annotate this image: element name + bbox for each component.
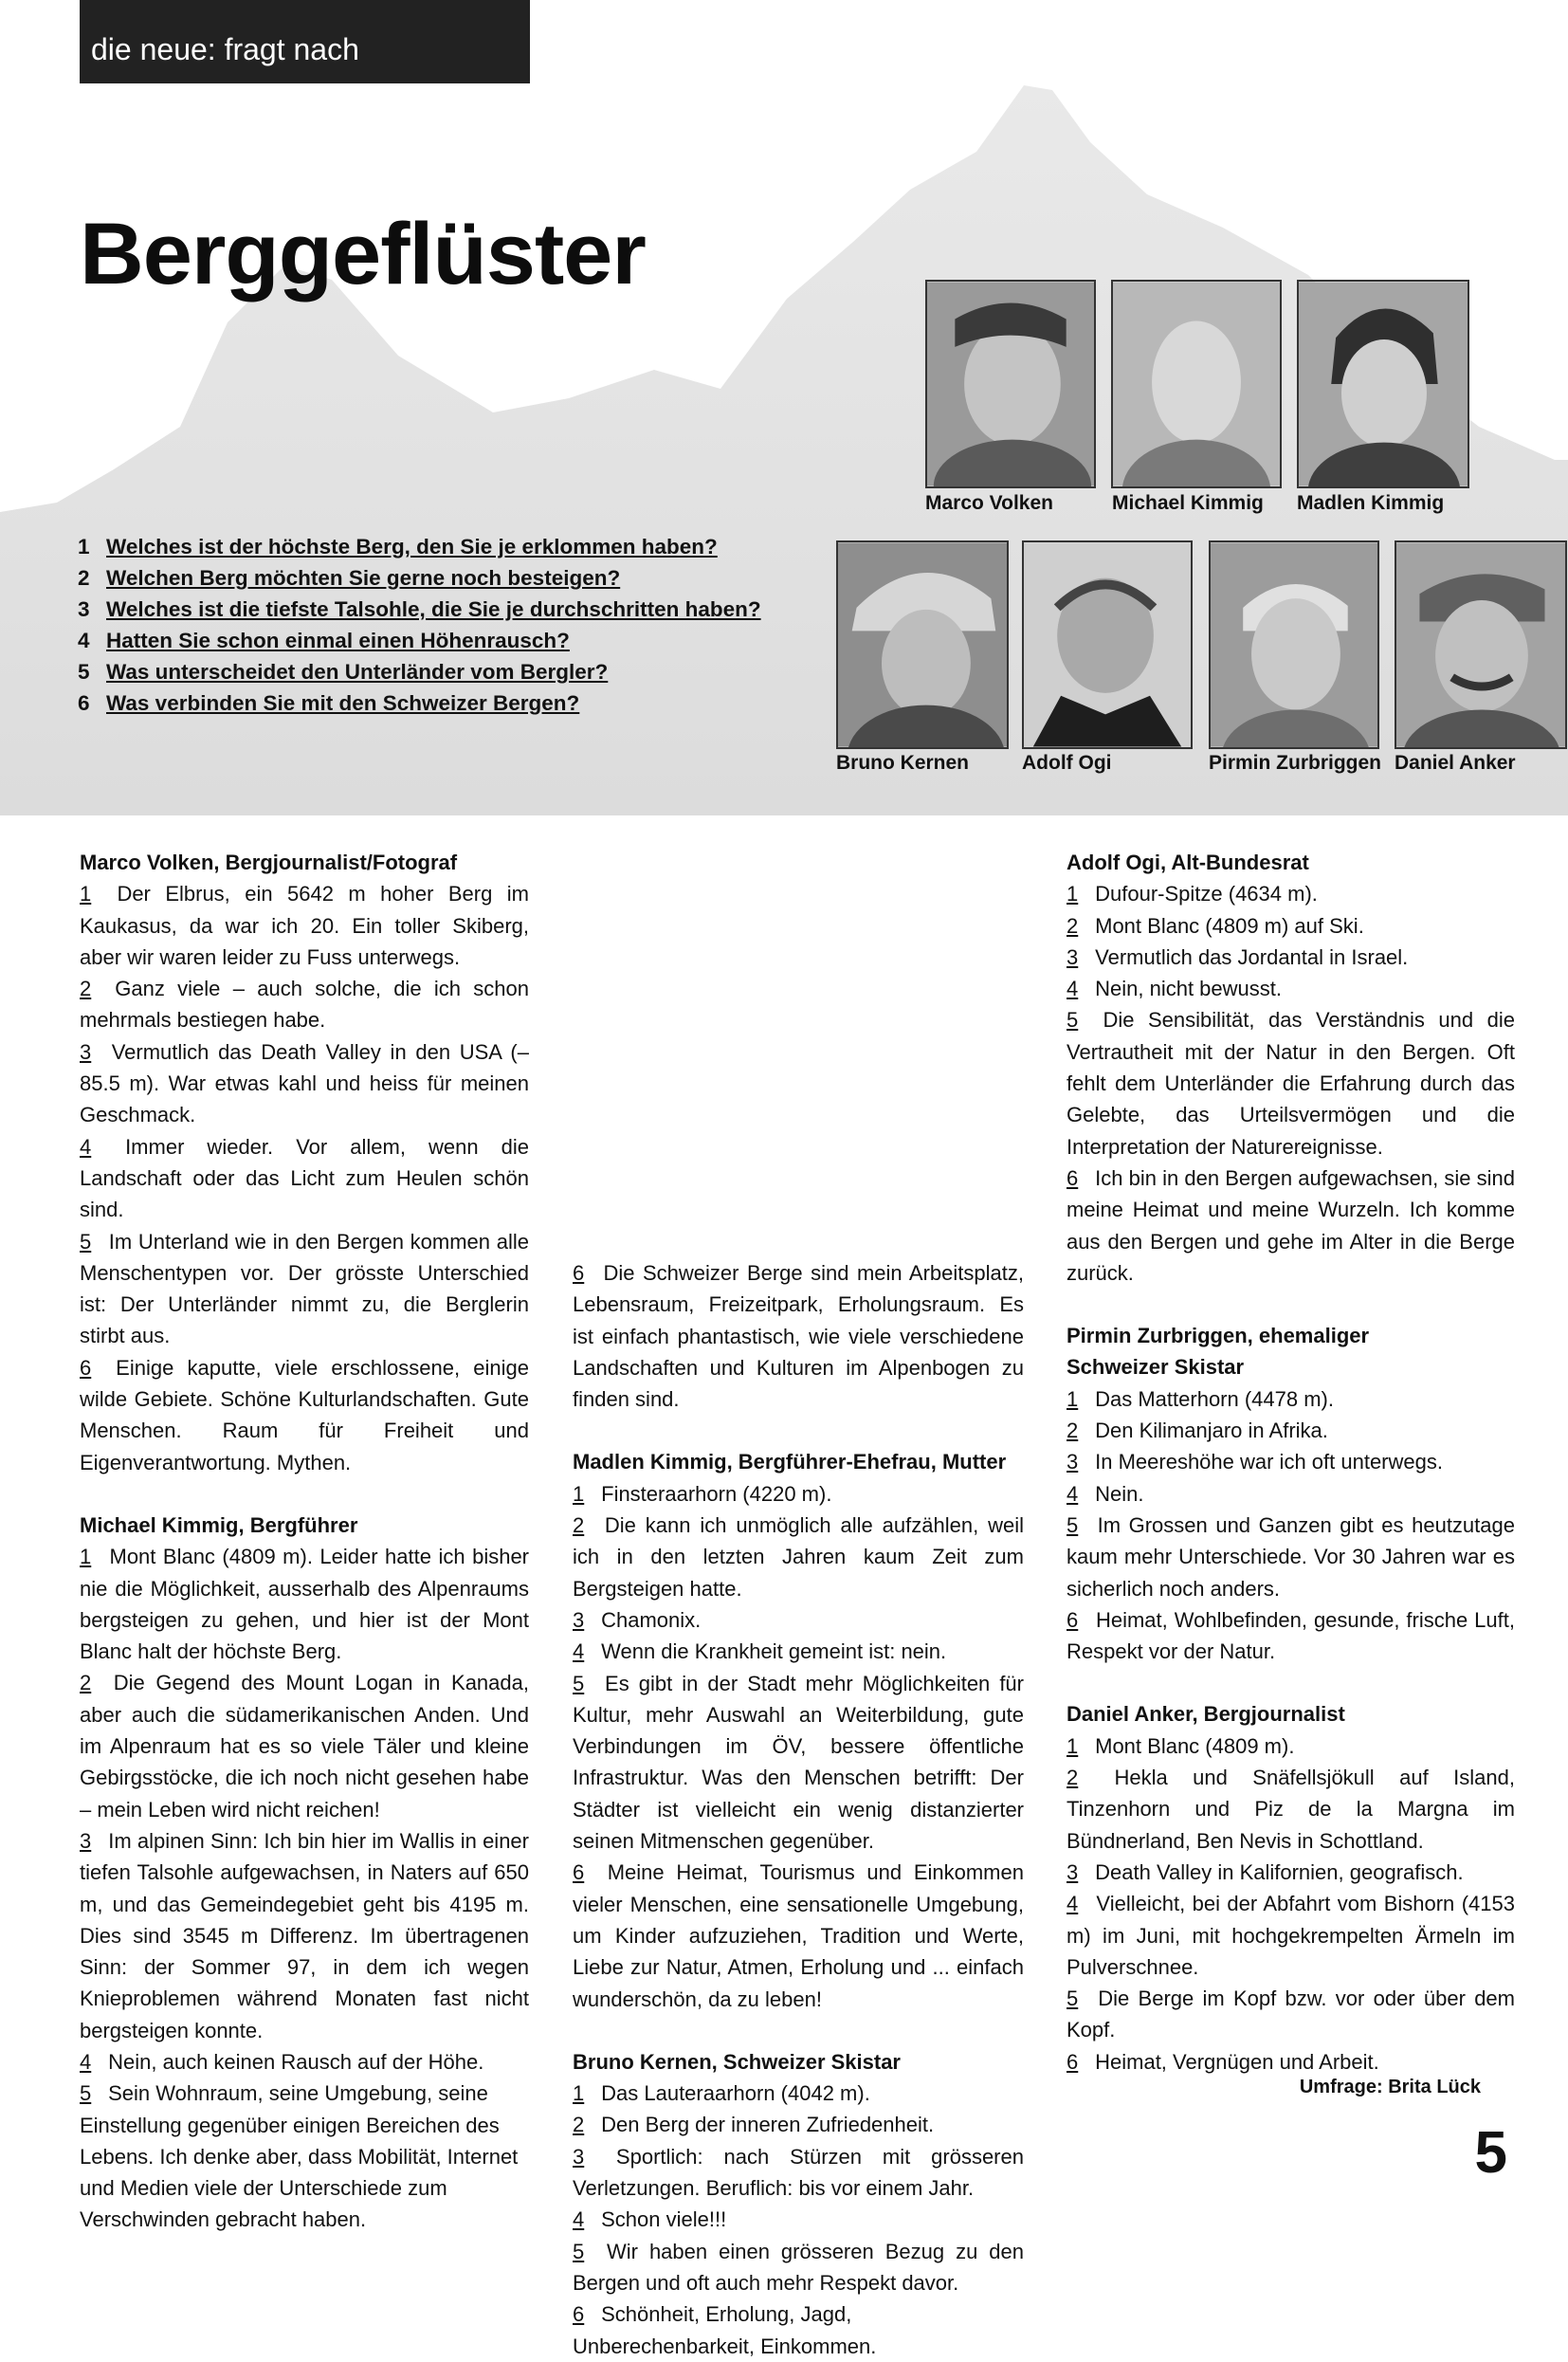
photo-caption: Michael Kimmig [1112, 492, 1264, 514]
answer: 3 In Meereshöhe war ich oft unterwegs. [1067, 1450, 1443, 1474]
answer: 5 Im Unterland wie in den Bergen kommen alle Menschentypen vor. Der grösste Unterschied ist: Der Unterländer nimmt zu, die Berglerin stirbt aus. [80, 1229, 529, 1348]
answer: 2 Hekla und Snäfellsjökull auf Island, Tinzenhorn und Piz de la Margna im Bündnerland, Ben Nevis in Schottland. [1067, 1766, 1515, 1853]
answer: 3 Sportlich: nach Stürzen mit grösseren Verletzungen. Beruflich: bis vor einem Jahr. [573, 2144, 1024, 2201]
page-number: 5 [1474, 2120, 1507, 2186]
interview-heading: Bruno Kernen, Schweizer Skistar [573, 2049, 901, 2074]
page-title: Berggeflüster [80, 206, 646, 302]
survey-credit: Umfrage: Brita Lück [1299, 2077, 1481, 2097]
section-header [80, 0, 530, 83]
photo-caption: Madlen Kimmig [1297, 492, 1445, 514]
answer: 4 Nein, auch keinen Rausch auf der Höhe. [80, 2049, 484, 2074]
photo-caption: Adolf Ogi [1022, 752, 1112, 774]
answer: 5 Die Sensibilität, das Verständnis und die Vertrautheit mit der Natur in den Bergen. Oft fehlt dem Unterländer die Erfahrung durch das Gelebte, das Urteilsvermögen und die Interpretation der Naturereignisse. [1067, 1008, 1515, 1159]
section-header-label: die neue: fragt nach [91, 32, 359, 66]
answer: 2 Die Gegend des Mount Logan in Kanada, aber auch die südamerikanischen Anden. Und im Alpenraum hat es so viele Täler und kleine Gebirgsstöcke, die ich noch nicht gesehen habe – mein Leben wird nicht reichen! [80, 1671, 529, 1822]
answer: 5 Die Berge im Kopf bzw. vor oder über dem Kopf. [1067, 1987, 1515, 2042]
photo-caption: Pirmin Zurbriggen [1209, 752, 1382, 774]
answer: 3 Vermutlich das Death Valley in den USA (–85.5 m). War etwas kahl und heiss für meinen Geschmack. [80, 1039, 529, 1127]
question-item: 3 Welches ist die tiefste Talsohle, die Sie je durchschritten haben? [78, 597, 761, 621]
answer: 6 Meine Heimat, Tourismus und Einkommen vieler Menschen, eine sensationelle Umgebung, um Kinder aufzuziehen, Tradition und Werte, Liebe zur Natur, Atmen, Erholung und ... einfach wunderschön, da zu leben! [573, 1860, 1024, 2011]
answer: 1 Das Matterhorn (4478 m). [1067, 1386, 1334, 1411]
portrait-marco-volken [925, 280, 1096, 488]
answer: 4 Schon viele!!! [573, 2207, 727, 2232]
answer: 1 Mont Blanc (4809 m). Leider hatte ich bisher nie die Möglichkeit, ausserhalb des Alpenraums bergsteigen zu gehen, und hier ist der Mont Blanc halt der höchste Berg. [80, 1545, 529, 1664]
portrait-michael-kimmig [1111, 280, 1282, 488]
answer: 5 Es gibt in der Stadt mehr Möglichkeiten für Kultur, mehr Auswahl an Weiterbildung, gute Verbindungen im ÖV, bessere öffentliche Infrastruktur. Was den Menschen betrifft: Der Städter ist vielleicht ein wenig distanzierter seinen Mitmenschen gegenüber. [573, 1671, 1024, 1854]
answer: 6 Schönheit, Erholung, Jagd, Unberechenbarkeit, Einkommen. [573, 2302, 877, 2358]
answer: 4 Immer wieder. Vor allem, wenn die Landschaft oder das Licht zum Heulen schön sind. [80, 1134, 529, 1222]
question-item: 4 Hatten Sie schon einmal einen Höhenrausch? [78, 629, 570, 652]
answer: 2 Den Kilimanjaro in Afrika. [1067, 1419, 1328, 1443]
answer: 2 Ganz viele – auch solche, die ich schon mehrmals bestiegen habe. [80, 977, 529, 1033]
photo-caption: Daniel Anker [1395, 752, 1516, 774]
question-item: 5 Was unterscheidet den Unterländer vom Bergler? [78, 660, 609, 684]
article-column-1 [80, 847, 529, 2236]
question-item: 6 Was verbinden Sie mit den Schweizer Bergen? [78, 691, 580, 715]
portrait-adolf-ogi [1022, 540, 1193, 749]
answer: 2 Mont Blanc (4809 m) auf Ski. [1067, 913, 1364, 938]
answer: 6 Die Schweizer Berge sind mein Arbeitsplatz, Lebensraum, Freizeitpark, Erholungsraum. Es ist einfach phantastisch, wie viele verschiedene Landschaften und Kulturen im Alpenbogen zu finden sind. [573, 1261, 1024, 1412]
answer: 6 Heimat, Wohlbefinden, gesunde, frische Luft, Respekt vor der Natur. [1067, 1607, 1515, 1664]
interview-heading: Michael Kimmig, Bergführer [80, 1512, 358, 1537]
interview-heading: Daniel Anker, Bergjournalist [1067, 1702, 1345, 1727]
answer: 1 Finsteraarhorn (4220 m). [573, 1481, 832, 1506]
answer: 4 Vielleicht, bei der Abfahrt vom Bishorn (4153 m) im Juni, mit hochgekrempelten Ärmeln im Pulverschnee. [1067, 1892, 1515, 1979]
portrait-daniel-anker [1395, 540, 1567, 749]
answer: 1 Das Lauteraarhorn (4042 m). [573, 2081, 870, 2106]
answer: 6 Ich bin in den Bergen aufgewachsen, sie sind meine Heimat und meine Wurzeln. Ich komme aus den Bergen und gehe im Alter in die Berge zurück. [1067, 1165, 1515, 1285]
interview-heading: Adolf Ogi, Alt-Bundesrat [1067, 851, 1309, 874]
question-item: 2 Welchen Berg möchten Sie gerne noch besteigen? [78, 566, 621, 590]
answer: 6 Einige kaputte, viele erschlossene, einige wilde Gebiete. Schöne Kulturlandschaften. Gute Menschen. Raum für Freiheit und Eigenverantwortung. Mythen. [80, 1355, 529, 1474]
answer: 3 Im alpinen Sinn: Ich bin hier im Wallis in einer tiefen Talsohle aufgewachsen, in Naters auf 650 m, und das Gemeindegebiet geht bis 4195 m. Dies sind 3545 m Differenz. Im übertragenen Sinn: der Sommer 97, in dem ich wegen Knieproblemen während Monaten fast nicht bergsteigen konnte. [80, 1828, 529, 2042]
answer: 3 Death Valley in Kalifornien, geografisch. [1067, 1859, 1464, 1884]
answer: 5 Wir haben einen grösseren Bezug zu den Bergen und oft auch mehr Respekt davor. [573, 2239, 1024, 2295]
answer: 2 Den Berg der inneren Zufriedenheit. [573, 2113, 935, 2137]
answer: 5 Im Grossen und Ganzen gibt es heutzutage kaum mehr Unterschiede. Vor 30 Jahren war es sicherlich noch anders. [1067, 1512, 1515, 1601]
answer: 3 Chamonix. [573, 1607, 702, 1632]
article-column-3 [1067, 847, 1515, 2078]
question-item: 1 Welches ist der höchste Berg, den Sie je erklommen haben? [78, 535, 718, 558]
answer: 1 Dufour-Spitze (4634 m). [1067, 882, 1318, 906]
answer: 4 Nein, nicht bewusst. [1067, 977, 1282, 1001]
answer: 5 Sein Wohnraum, seine Umgebung, seine Einstellung gegenüber einigen Bereichen des Lebens. Ich denke aber, dass Mobilität, Internet und Medien viele der Unterschiede zum Verschwinden gebracht haben. [80, 2081, 519, 2232]
answer: 6 Heimat, Vergnügen und Arbeit. [1067, 2049, 1379, 2074]
interview-heading: Marco Volken, Bergjournalist/Fotograf [80, 851, 458, 874]
question-list [78, 531, 855, 719]
portrait-madlen-kimmig [1297, 280, 1469, 488]
answer: 1 Der Elbrus, ein 5642 m hoher Berg im Kaukasus, da war ich 20. Ein toller Skiberg, aber wir waren leider zu Fuss unterwegs. [80, 882, 529, 969]
interview-heading: Pirmin Zurbriggen, ehemaliger Schweizer Skistar [1067, 1324, 1370, 1380]
portrait-bruno-kernen [836, 540, 1009, 749]
answer: 4 Nein. [1067, 1481, 1144, 1506]
portrait-pirmin-zurbriggen [1209, 540, 1379, 749]
answer: 1 Mont Blanc (4809 m). [1067, 1733, 1295, 1758]
article-column-2 [573, 1257, 1024, 2362]
interview-heading: Madlen Kimmig, Bergführer-Ehefrau, Mutter [573, 1450, 1007, 1474]
answer: 3 Vermutlich das Jordantal in Israel. [1067, 944, 1409, 969]
photo-caption: Marco Volken [925, 492, 1053, 514]
photo-caption: Bruno Kernen [836, 752, 970, 774]
answer: 4 Wenn die Krankheit gemeint ist: nein. [573, 1639, 947, 1664]
answer: 2 Die kann ich unmöglich alle aufzählen, weil ich in den letzten Jahren kaum Zeit zum Bergsteigen hatte. [573, 1513, 1024, 1601]
